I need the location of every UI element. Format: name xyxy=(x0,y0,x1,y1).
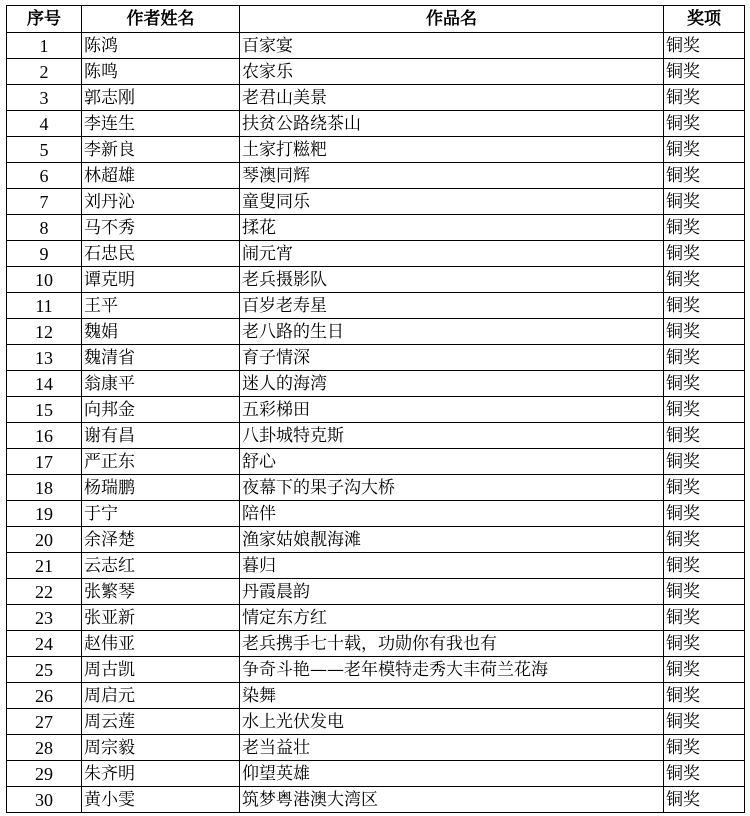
cell-no: 29 xyxy=(7,761,82,787)
table-row xyxy=(7,241,745,267)
cell-no: 6 xyxy=(7,163,82,189)
table-row xyxy=(7,345,745,371)
table-row xyxy=(7,59,745,85)
cell-no: 3 xyxy=(7,85,82,111)
cell-award: 铜奖 xyxy=(664,527,745,553)
cell-work-title: 百岁老寿星 xyxy=(240,293,664,319)
cell-work-title: 琴澳同辉 xyxy=(240,163,664,189)
cell-author-name: 刘丹沁 xyxy=(82,189,240,215)
cell-no: 28 xyxy=(7,735,82,761)
cell-author-name: 云志红 xyxy=(82,553,240,579)
cell-author-name: 李新良 xyxy=(82,137,240,163)
cell-author-name: 魏清省 xyxy=(82,345,240,371)
table-row xyxy=(7,527,745,553)
cell-award: 铜奖 xyxy=(664,787,745,813)
cell-award: 铜奖 xyxy=(664,397,745,423)
cell-work-title: 染舞 xyxy=(240,683,664,709)
cell-award: 铜奖 xyxy=(664,215,745,241)
cell-award: 铜奖 xyxy=(664,631,745,657)
cell-no: 13 xyxy=(7,345,82,371)
table-row xyxy=(7,371,745,397)
cell-award: 铜奖 xyxy=(664,553,745,579)
cell-author-name: 余泽楚 xyxy=(82,527,240,553)
cell-author-name: 黄小雯 xyxy=(82,787,240,813)
cell-author-name: 周云莲 xyxy=(82,709,240,735)
cell-author-name: 谢有昌 xyxy=(82,423,240,449)
cell-award: 铜奖 xyxy=(664,33,745,59)
cell-no: 25 xyxy=(7,657,82,683)
cell-work-title: 争奇斗艳——老年模特走秀大丰荷兰花海 xyxy=(240,657,664,683)
cell-author-name: 魏娟 xyxy=(82,319,240,345)
cell-author-name: 赵伟亚 xyxy=(82,631,240,657)
cell-no: 22 xyxy=(7,579,82,605)
cell-work-title: 五彩梯田 xyxy=(240,397,664,423)
cell-work-title: 农家乐 xyxy=(240,59,664,85)
cell-author-name: 严正东 xyxy=(82,449,240,475)
cell-award: 铜奖 xyxy=(664,293,745,319)
cell-author-name: 陈鸣 xyxy=(82,59,240,85)
cell-award: 铜奖 xyxy=(664,657,745,683)
header-award: 奖项 xyxy=(664,6,745,33)
cell-author-name: 向邦金 xyxy=(82,397,240,423)
cell-work-title: 老八路的生日 xyxy=(240,319,664,345)
table-row xyxy=(7,85,745,111)
cell-work-title: 老兵摄影队 xyxy=(240,267,664,293)
cell-author-name: 张亚新 xyxy=(82,605,240,631)
cell-no: 14 xyxy=(7,371,82,397)
cell-author-name: 朱齐明 xyxy=(82,761,240,787)
cell-work-title: 土家打糍粑 xyxy=(240,137,664,163)
cell-no: 2 xyxy=(7,59,82,85)
table-row xyxy=(7,293,745,319)
cell-work-title: 老兵携手七十载，功勋你有我也有 xyxy=(240,631,664,657)
cell-author-name: 林超雄 xyxy=(82,163,240,189)
cell-work-title: 水上光伏发电 xyxy=(240,709,664,735)
cell-award: 铜奖 xyxy=(664,319,745,345)
cell-work-title: 迷人的海湾 xyxy=(240,371,664,397)
cell-award: 铜奖 xyxy=(664,85,745,111)
cell-award: 铜奖 xyxy=(664,111,745,137)
cell-award: 铜奖 xyxy=(664,189,745,215)
cell-award: 铜奖 xyxy=(664,267,745,293)
table-row xyxy=(7,475,745,501)
cell-no: 8 xyxy=(7,215,82,241)
cell-award: 铜奖 xyxy=(664,475,745,501)
cell-no: 24 xyxy=(7,631,82,657)
cell-work-title: 老当益壮 xyxy=(240,735,664,761)
cell-no: 18 xyxy=(7,475,82,501)
table-row xyxy=(7,761,745,787)
cell-work-title: 闹元宵 xyxy=(240,241,664,267)
table-row xyxy=(7,631,745,657)
cell-award: 铜奖 xyxy=(664,371,745,397)
cell-no: 23 xyxy=(7,605,82,631)
cell-work-title: 扶贫公路绕茶山 xyxy=(240,111,664,137)
table-row xyxy=(7,579,745,605)
cell-award: 铜奖 xyxy=(664,735,745,761)
cell-work-title: 舒心 xyxy=(240,449,664,475)
cell-award: 铜奖 xyxy=(664,59,745,85)
cell-work-title: 八卦城特克斯 xyxy=(240,423,664,449)
header-no: 序号 xyxy=(7,6,82,33)
cell-no: 19 xyxy=(7,501,82,527)
cell-work-title: 情定东方红 xyxy=(240,605,664,631)
cell-work-title: 暮归 xyxy=(240,553,664,579)
cell-author-name: 李连生 xyxy=(82,111,240,137)
cell-no: 9 xyxy=(7,241,82,267)
cell-award: 铜奖 xyxy=(664,683,745,709)
cell-award: 铜奖 xyxy=(664,761,745,787)
table-row xyxy=(7,423,745,449)
cell-no: 7 xyxy=(7,189,82,215)
cell-no: 11 xyxy=(7,293,82,319)
cell-award: 铜奖 xyxy=(664,709,745,735)
awards-table xyxy=(6,5,745,813)
cell-award: 铜奖 xyxy=(664,137,745,163)
table-body xyxy=(7,33,745,813)
cell-author-name: 谭克明 xyxy=(82,267,240,293)
table-row xyxy=(7,137,745,163)
cell-author-name: 马不秀 xyxy=(82,215,240,241)
cell-no: 21 xyxy=(7,553,82,579)
table-row xyxy=(7,33,745,59)
cell-work-title: 丹霞晨韵 xyxy=(240,579,664,605)
cell-work-title: 童叟同乐 xyxy=(240,189,664,215)
cell-author-name: 张繁琴 xyxy=(82,579,240,605)
cell-work-title: 仰望英雄 xyxy=(240,761,664,787)
cell-no: 12 xyxy=(7,319,82,345)
cell-award: 铜奖 xyxy=(664,501,745,527)
cell-no: 10 xyxy=(7,267,82,293)
table-row xyxy=(7,501,745,527)
cell-award: 铜奖 xyxy=(664,579,745,605)
cell-award: 铜奖 xyxy=(664,241,745,267)
table-row xyxy=(7,683,745,709)
cell-author-name: 郭志刚 xyxy=(82,85,240,111)
table-row xyxy=(7,189,745,215)
cell-work-title: 夜幕下的果子沟大桥 xyxy=(240,475,664,501)
cell-author-name: 周古凯 xyxy=(82,657,240,683)
header-author-name: 作者姓名 xyxy=(82,6,240,33)
table-row xyxy=(7,449,745,475)
table-row xyxy=(7,215,745,241)
cell-author-name: 翁康平 xyxy=(82,371,240,397)
cell-no: 30 xyxy=(7,787,82,813)
cell-no: 16 xyxy=(7,423,82,449)
cell-award: 铜奖 xyxy=(664,423,745,449)
cell-no: 4 xyxy=(7,111,82,137)
cell-no: 1 xyxy=(7,33,82,59)
table-row xyxy=(7,605,745,631)
cell-work-title: 揉花 xyxy=(240,215,664,241)
cell-no: 27 xyxy=(7,709,82,735)
cell-author-name: 陈鸿 xyxy=(82,33,240,59)
cell-no: 5 xyxy=(7,137,82,163)
cell-author-name: 于宁 xyxy=(82,501,240,527)
cell-author-name: 周启元 xyxy=(82,683,240,709)
cell-no: 26 xyxy=(7,683,82,709)
header-row xyxy=(7,6,745,33)
cell-work-title: 陪伴 xyxy=(240,501,664,527)
table-row xyxy=(7,319,745,345)
table-row xyxy=(7,787,745,813)
table-row xyxy=(7,267,745,293)
cell-author-name: 杨瑞鹏 xyxy=(82,475,240,501)
table-row xyxy=(7,111,745,137)
table-row xyxy=(7,735,745,761)
cell-award: 铜奖 xyxy=(664,449,745,475)
cell-author-name: 王平 xyxy=(82,293,240,319)
table-row xyxy=(7,553,745,579)
cell-author-name: 石忠民 xyxy=(82,241,240,267)
cell-author-name: 周宗毅 xyxy=(82,735,240,761)
cell-work-title: 老君山美景 xyxy=(240,85,664,111)
cell-no: 15 xyxy=(7,397,82,423)
table-row xyxy=(7,709,745,735)
header-work-title: 作品名 xyxy=(240,6,664,33)
table-row xyxy=(7,163,745,189)
cell-work-title: 育子情深 xyxy=(240,345,664,371)
cell-work-title: 渔家姑娘靓海滩 xyxy=(240,527,664,553)
cell-no: 20 xyxy=(7,527,82,553)
cell-work-title: 筑梦粤港澳大湾区 xyxy=(240,787,664,813)
table-row xyxy=(7,397,745,423)
table-row xyxy=(7,657,745,683)
cell-no: 17 xyxy=(7,449,82,475)
cell-award: 铜奖 xyxy=(664,163,745,189)
cell-award: 铜奖 xyxy=(664,345,745,371)
cell-work-title: 百家宴 xyxy=(240,33,664,59)
cell-award: 铜奖 xyxy=(664,605,745,631)
